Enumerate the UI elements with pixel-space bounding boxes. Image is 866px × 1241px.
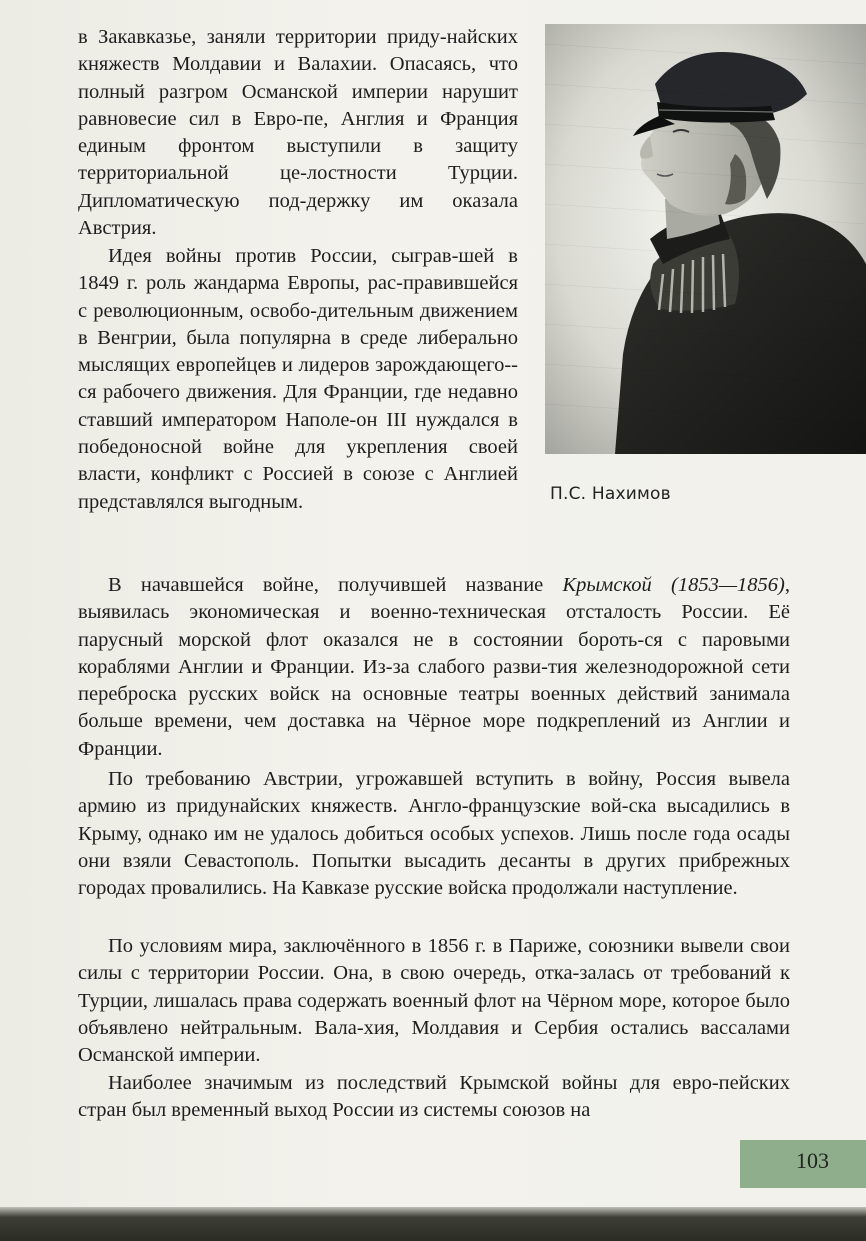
paragraph-4: По требованию Австрии, угрожавшей вступить в войну, Россия вывела армию из придунайских княжеств. Англо-французские вой-ска высадились в Крыму, однако им не удалось добиться особых успехов. Лишь после года осады они взяли Севастополь. Попытки высадить десанты в других прибрежных городах провалились. На Кавказе русские войска продолжали наступление. [78, 768, 790, 900]
paragraph-3-start: В начавшейся войне, получившей название [108, 574, 563, 596]
portrait-caption: П.С. Нахимов [550, 484, 671, 504]
paragraph-2: Идея войны против России, сыграв-шей в 1849 г. роль жандарма Европы, рас-правившейся с революционным, освобо-дительным движением в Венгрии, была популярна в среде либерально мыслящих европейцев и лидеров зарождающего-ся рабочего движения. Для Франции, где недавно ставший императором Наполе-он III нуждался в победоносной войне для укрепления своей власти, конфликт с Россией в союзе с Англией представлялся выгодным. [78, 245, 518, 513]
nakhimov-portrait [545, 24, 866, 454]
paragraph-1: в Закавказье, заняли территории приду-найских княжеств Молдавии и Валахии. Опасаясь, что полный разгром Османской империи нарушит равновесие сил в Евро-пе, Англия и Франция единым фронтом выступили в защиту территориальной це-лостности Турции. Дипломатическую под-держку им оказала Австрия. [78, 26, 518, 240]
paragraph-3 [78, 572, 790, 763]
paragraph-3-rest: , выявилась экономическая и военно-техническая отсталость России. Её парусный морской флот оказался не в состоянии бороть-ся с паровыми кораблями Англии и Франции. Из-за слабого разви-тия железнодорожной сети переброска русских войск на основные театры военных действий занимала больше времени, чем доставка на Чёрное море подкреплений из Англии и Франции. [78, 574, 790, 760]
paragraph-6: Наиболее значимым из последствий Крымской войны для евро-пейских стран был временный выход России из системы союзов на [78, 1072, 790, 1122]
page-number: 103 [796, 1148, 829, 1173]
crimean-war-term: Крымской (1853—1856) [562, 574, 785, 596]
paragraph-5: По условиям мира, заключённого в 1856 г. в Париже, союзники вывели свои силы с территории России. Она, в свою очередь, отка-залась от требований к Турции, лишалась права содержать военный флот на Чёрном море, которое было объявлено нейтральным. Вала-хия, Молдавия и Сербия остались вассалами Османской империи. [78, 935, 790, 1067]
page-edge-shadow [0, 1207, 866, 1241]
